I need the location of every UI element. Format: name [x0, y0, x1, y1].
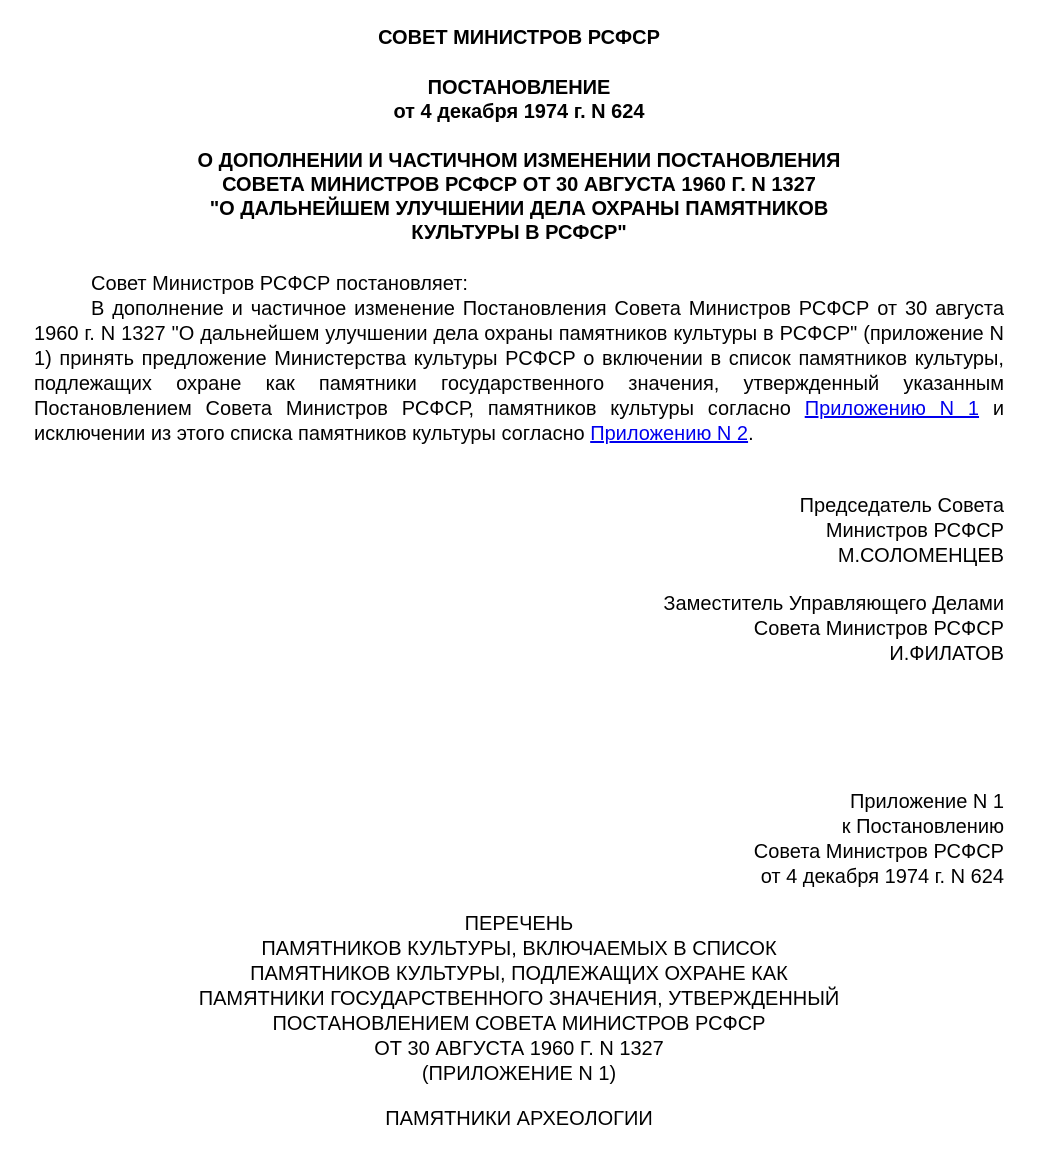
- list-title-line: ПАМЯТНИКОВ КУЛЬТУРЫ, ВКЛЮЧАЕМЫХ В СПИСОК: [261, 938, 777, 960]
- appendix-line: Приложение N 1: [850, 791, 1004, 813]
- signature-line: Министров РСФСР: [825, 520, 1004, 542]
- list-title-line: ПОСТАНОВЛЕНИЕМ СОВЕТА МИНИСТРОВ РСФСР: [272, 1013, 766, 1035]
- signature-name: М.СОЛОМЕНЦЕВ: [837, 545, 1004, 567]
- list-title-line: ПАМЯТНИКИ ГОСУДАРСТВЕННОГО ЗНАЧЕНИЯ, УТВЕРЖДЕННЫЙ: [198, 988, 840, 1010]
- appendix-line: от 4 декабря 1974 г. N 624: [760, 866, 1004, 888]
- list-title: [34, 912, 1004, 1087]
- title-line: КУЛЬТУРЫ В РСФСР": [411, 222, 627, 244]
- chairman-signature: [34, 494, 1004, 569]
- body-text: [34, 272, 1004, 447]
- intro-paragraph: Совет Министров РСФСР постановляет:: [91, 273, 468, 295]
- title-line: "О ДАЛЬНЕЙШЕМ УЛУЧШЕНИИ ДЕЛА ОХРАНЫ ПАМЯТНИКОВ: [209, 198, 829, 220]
- appendix-2-link[interactable]: Приложению N 2: [590, 423, 749, 445]
- appendix-line: к Постановлению: [841, 816, 1004, 838]
- deputy-signature: [34, 592, 1004, 667]
- appendix-line: Совета Министров РСФСР: [753, 841, 1004, 863]
- appendix-1-link[interactable]: Приложению N 1: [804, 398, 980, 420]
- title-line: СОВЕТА МИНИСТРОВ РСФСР ОТ 30 АВГУСТА 1960 Г. N 1327: [222, 174, 816, 196]
- list-title-line: ПАМЯТНИКОВ КУЛЬТУРЫ, ПОДЛЕЖАЩИХ ОХРАНЕ КАК: [250, 963, 788, 985]
- list-title-line: ПЕРЕЧЕНЬ: [464, 913, 574, 935]
- list-title-line: ОТ 30 АВГУСТА 1960 Г. N 1327: [374, 1038, 664, 1060]
- paragraph-text: и исключении из этого списка памятников культуры согласно: [34, 398, 1004, 445]
- appendix-header: [34, 790, 1004, 890]
- signature-line: Заместитель Управляющего Делами: [663, 593, 1004, 615]
- paragraph-end: .: [748, 423, 754, 445]
- issuer-heading: СОВЕТ МИНИСТРОВ РСФСР: [378, 27, 660, 49]
- main-paragraph: [34, 297, 1004, 447]
- title-line: О ДОПОЛНЕНИИ И ЧАСТИЧНОМ ИЗМЕНЕНИИ ПОСТАНОВЛЕНИЯ: [197, 150, 841, 172]
- signature-line: Совета Министров РСФСР: [753, 618, 1004, 640]
- paragraph-text: В дополнение и частичное изменение Постановления Совета Министров РСФСР от 30 августа 1960 г. N 1327 "О дальнейшем улучшении дела охраны памятников культуры в РСФСР" (приложение N 1) принять предложение Министерства культуры РСФСР о включении в список памятников культуры, подлежащих охране как памятники государственного значения, утвержденный указанным Постановлением Совета Министров РСФСР, памятников культуры согласно: [34, 298, 1004, 420]
- document-date-number: от 4 декабря 1974 г. N 624: [393, 101, 645, 123]
- document-type: ПОСТАНОВЛЕНИЕ: [427, 77, 611, 99]
- document-title: [34, 149, 1004, 245]
- signature-line: Председатель Совета: [799, 495, 1004, 517]
- signature-name: И.ФИЛАТОВ: [889, 643, 1004, 665]
- document-type-heading: [34, 76, 1004, 124]
- section-title: ПАМЯТНИКИ АРХЕОЛОГИИ: [385, 1108, 653, 1130]
- list-title-line: (ПРИЛОЖЕНИЕ N 1): [421, 1063, 617, 1085]
